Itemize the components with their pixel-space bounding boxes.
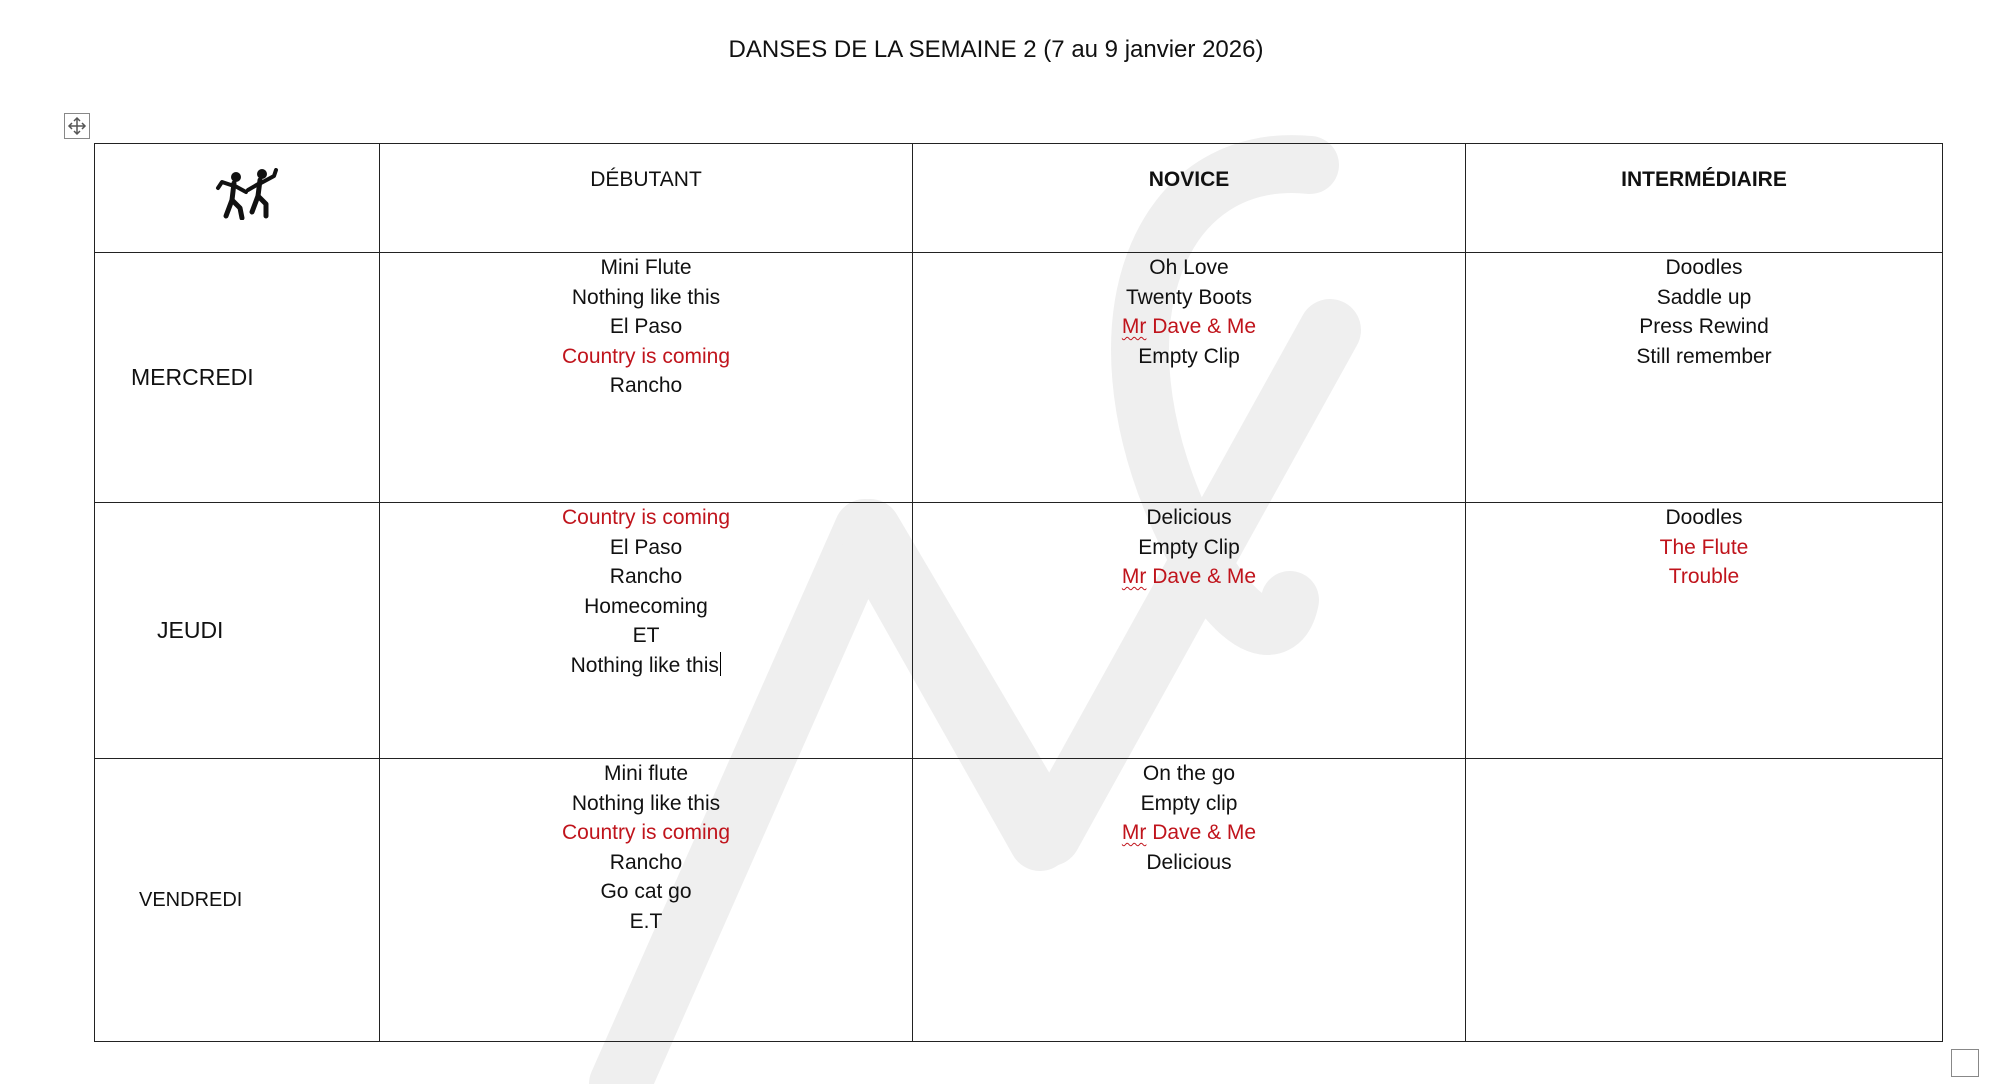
header-debutant: DÉBUTANT: [380, 144, 913, 253]
dance-item: Mr Dave & Me: [1121, 315, 1257, 338]
header-intermediaire: INTERMÉDIAIRE: [1466, 144, 1943, 253]
dance-item: Doodles: [1665, 506, 1743, 529]
header-row: [95, 144, 1943, 253]
dance-item: Mini flute: [603, 762, 689, 785]
dance-item: El Paso: [609, 535, 683, 559]
dance-item: On the go: [1142, 762, 1236, 785]
dance-item: Country is coming: [561, 344, 731, 368]
header-icon-cell: [95, 144, 380, 253]
dance-item: Delicious: [1146, 850, 1232, 874]
cell-debutant: [380, 759, 913, 1042]
dance-item: ET: [632, 624, 660, 647]
dance-item: Press Rewind: [1639, 315, 1769, 338]
move-icon: [67, 116, 87, 136]
dance-item: Trouble: [1668, 565, 1740, 588]
day-label: MERCREDI: [95, 253, 380, 503]
cell-debutant: [380, 253, 913, 503]
dance-item: Delicious: [1146, 506, 1232, 529]
cell-intermediaire: [1466, 759, 1943, 1042]
dance-item: Empty Clip: [1138, 535, 1240, 559]
day-label: VENDREDI: [95, 759, 380, 1042]
dance-item: E.T: [629, 909, 663, 933]
dance-item: Homecoming: [584, 594, 708, 618]
dance-item: Saddle up: [1656, 285, 1752, 309]
row-jeudi: [95, 503, 1943, 759]
cell-novice: [913, 253, 1466, 503]
dance-schedule-table: [94, 143, 1943, 1042]
row-vendredi: [95, 759, 1943, 1042]
dance-item: Rancho: [609, 374, 683, 397]
document-title: DANSES DE LA SEMAINE 2 (7 au 9 janvier 2026): [728, 36, 1264, 63]
dance-item: Nothing like this: [571, 285, 721, 309]
dance-item: Rancho: [609, 850, 683, 874]
dance-item: Twenty Boots: [1125, 285, 1253, 309]
dance-item: Empty clip: [1140, 791, 1238, 815]
dance-item: Nothing like this: [571, 791, 721, 815]
dance-item: Rancho: [609, 565, 683, 588]
dance-item: The Flute: [1659, 535, 1749, 559]
dance-item: El Paso: [609, 315, 683, 338]
dance-item: Nothing like this: [380, 651, 912, 681]
cell-intermediaire: [1466, 253, 1943, 503]
dancers-icon: [214, 168, 280, 220]
dance-item: Mini Flute: [600, 256, 692, 279]
dance-item: Country is coming: [561, 506, 731, 529]
day-label: JEUDI: [95, 503, 380, 759]
cell-debutant: [380, 503, 913, 759]
dance-item: Oh Love: [1149, 256, 1229, 279]
text-cursor: [720, 652, 722, 676]
dance-item: Go cat go: [600, 880, 692, 903]
cell-novice: [913, 759, 1466, 1042]
dance-item: Doodles: [1665, 256, 1743, 279]
table-move-handle[interactable]: [64, 113, 90, 139]
dance-item: Mr Dave & Me: [1121, 565, 1257, 588]
header-novice: NOVICE: [913, 144, 1466, 253]
dance-item: Still remember: [1636, 344, 1772, 368]
cell-intermediaire: [1466, 503, 1943, 759]
dance-item: Empty Clip: [1138, 344, 1240, 368]
cell-novice: [913, 503, 1466, 759]
dance-item: Country is coming: [561, 821, 731, 844]
table-resize-handle[interactable]: [1951, 1049, 1979, 1077]
row-mercredi: [95, 253, 1943, 503]
dance-item: Mr Dave & Me: [1121, 821, 1257, 844]
